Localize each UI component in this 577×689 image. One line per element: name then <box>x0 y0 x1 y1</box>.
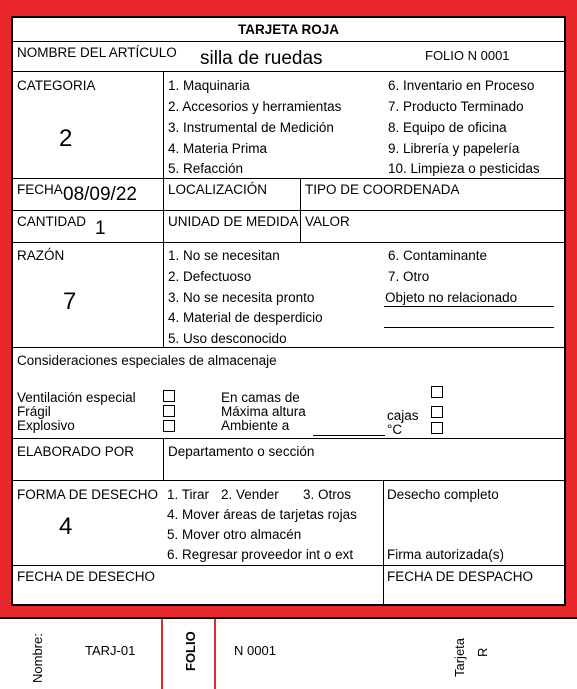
razon-option: 3. No se necesita pronto <box>168 290 315 305</box>
cajas-label: cajas <box>387 408 419 423</box>
coordenada-cell <box>300 179 564 210</box>
razon-option: 6. Contaminante <box>388 248 488 263</box>
ventilacion-label: Ventilación especial <box>17 390 136 405</box>
forma-option: 6. Regresar proveedor int o ext <box>167 547 354 562</box>
desecho-completo-cell <box>383 481 564 565</box>
razon-label: RAZÓN <box>17 248 65 263</box>
forma-value: 4 <box>59 513 73 540</box>
elaborado-row <box>13 439 564 481</box>
razon-option: 4. Material de desperdicio <box>168 310 323 325</box>
cajas-checkbox[interactable] <box>431 406 443 418</box>
categoria-options <box>163 72 564 178</box>
ventilacion-checkbox[interactable] <box>163 390 175 402</box>
forma-option: 4. Mover áreas de tarjetas rojas <box>167 507 357 522</box>
ambiente-label: Ambiente a <box>221 418 290 433</box>
fecha-despacho-label: FECHA DE DESPACHO <box>387 569 534 584</box>
razon-row <box>13 243 564 348</box>
explosivo-checkbox[interactable] <box>163 420 175 432</box>
razon-option: 1. No se necesitan <box>168 248 280 263</box>
card-title: TARJETA ROJA <box>237 22 339 37</box>
fecha-label: FECHA <box>17 182 63 197</box>
consideraciones-row <box>13 348 564 439</box>
categoria-option: 6. Inventario en Proceso <box>388 78 535 93</box>
stub-folio-label: FOLIO <box>183 631 198 671</box>
stub-divider <box>161 619 163 689</box>
forma-row <box>13 481 564 566</box>
camas-checkbox[interactable] <box>431 386 443 398</box>
consideraciones-label: Consideraciones especiales de almacenaje <box>17 353 277 368</box>
article-row <box>13 42 564 72</box>
categoria-option: 4. Materia Prima <box>168 141 268 156</box>
maxima-altura-label: Máxima altura <box>221 404 306 419</box>
explosivo-label: Explosivo <box>17 418 75 433</box>
ambiente-underline <box>313 435 385 436</box>
depto-cell <box>163 439 564 480</box>
categoria-option: 1. Maquinaria <box>168 78 250 93</box>
firma-label: Firma autorizada(s) <box>387 547 505 562</box>
valor-label: VALOR <box>305 214 350 229</box>
forma-option: 1. Tirar <box>167 487 210 502</box>
razon-option: 5. Uso desconocido <box>168 331 287 346</box>
valor-cell <box>300 211 564 242</box>
categoria-value: 2 <box>59 125 73 152</box>
razon-options <box>163 243 564 347</box>
otro-underline-2 <box>384 327 554 328</box>
folio-number: FOLIO N 0001 <box>425 48 510 63</box>
categoria-option: 7. Producto Terminado <box>388 99 524 114</box>
cantidad-value: 1 <box>95 218 106 239</box>
fecha-desecho-row <box>13 566 564 604</box>
razon-value: 7 <box>63 288 77 315</box>
forma-label: FORMA DE DESECHO <box>17 487 159 502</box>
stub-tarjeta-label: Tarjeta <box>452 637 467 677</box>
razon-option: 7. Otro <box>388 269 430 284</box>
categoria-option: 9. Librería y papelería <box>388 141 520 156</box>
fecha-despacho-cell <box>383 566 564 604</box>
desecho-completo-label: Desecho completo <box>387 487 499 502</box>
fecha-row <box>13 179 564 211</box>
depto-label: Departamento o sección <box>168 444 315 459</box>
article-value: silla de ruedas <box>200 48 323 69</box>
unidad-label: UNIDAD DE MEDIDA <box>168 214 299 229</box>
fragil-label: Frágil <box>17 404 51 419</box>
elaborado-label: ELABORADO POR <box>17 444 135 459</box>
fragil-checkbox[interactable] <box>163 405 175 417</box>
categoria-option: 8. Equipo de oficina <box>388 120 507 135</box>
celsius-checkbox[interactable] <box>431 422 443 434</box>
categoria-row <box>13 72 564 179</box>
forma-option: 5. Mover otro almacén <box>167 527 302 542</box>
unidad-cell <box>163 211 300 242</box>
razon-otro-text: Objeto no relacionado <box>385 290 518 305</box>
categoria-option: 3. Instrumental de Medición <box>168 120 334 135</box>
stub-divider <box>214 619 216 689</box>
cantidad-label: CANTIDAD <box>17 214 87 229</box>
fecha-value: 08/09/22 <box>63 184 137 205</box>
tear-off-stub <box>0 617 577 689</box>
categoria-option: 2. Accesorios y herramientas <box>168 99 342 114</box>
article-label: NOMBRE DEL ARTÍCULO <box>17 45 177 60</box>
localizacion-label: LOCALIZACIÓN <box>168 182 268 197</box>
otro-underline <box>384 306 554 307</box>
forma-option: 2. Vender <box>221 487 279 502</box>
stub-nombre-value: TARJ-01 <box>85 643 136 658</box>
localizacion-cell <box>163 179 300 210</box>
celsius-label: °C <box>387 422 403 437</box>
tipo-coordenada-label: TIPO DE COORDENADA <box>305 182 460 197</box>
stub-folio-value: N 0001 <box>234 643 276 658</box>
categoria-option: 10. Limpieza o pesticidas <box>388 161 540 176</box>
categoria-label: CATEGORIA <box>17 78 96 93</box>
title-row <box>13 18 564 42</box>
fecha-desecho-label: FECHA DE DESECHO <box>17 569 156 584</box>
red-tag-card <box>11 16 566 606</box>
cantidad-row <box>13 211 564 243</box>
razon-option: 2. Defectuoso <box>168 269 252 284</box>
forma-option: 3. Otros <box>303 487 352 502</box>
categoria-option: 5. Refacción <box>168 161 244 176</box>
stub-tarjeta-value: R <box>475 647 490 657</box>
stub-nombre-label: Nombre: <box>30 633 45 683</box>
en-camas-label: En camas de <box>221 390 300 405</box>
